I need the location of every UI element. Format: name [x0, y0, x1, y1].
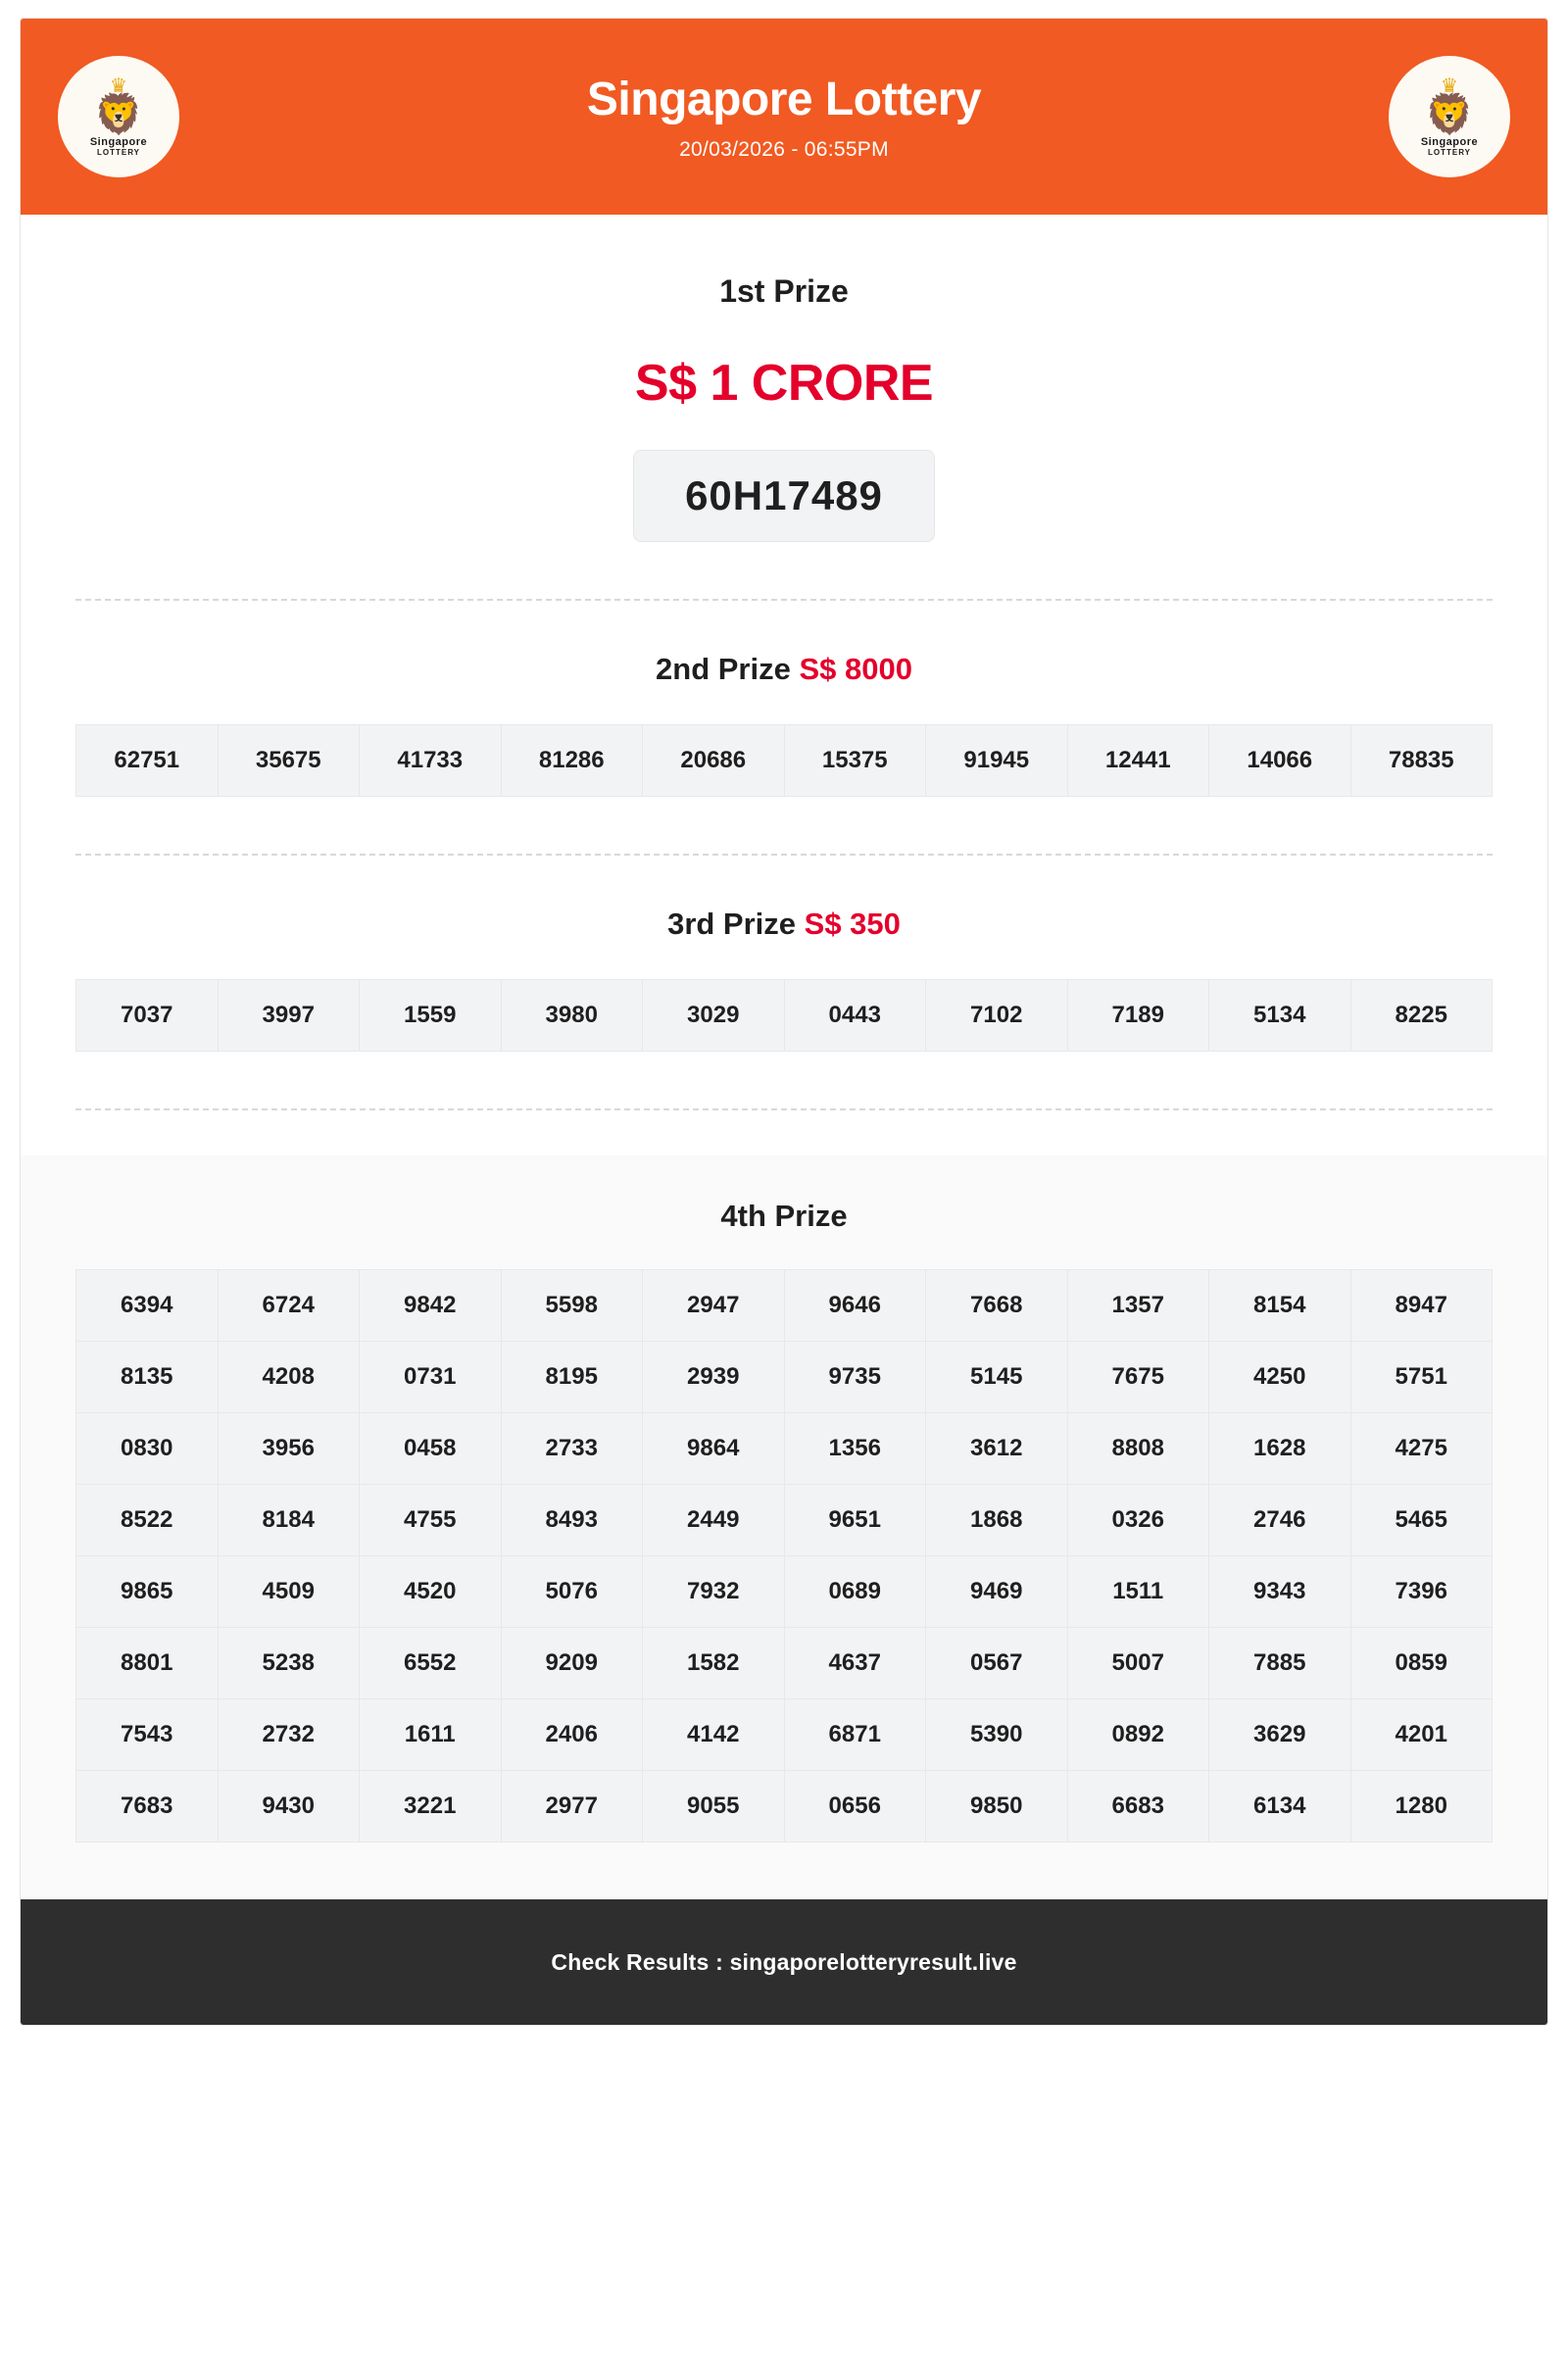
divider [75, 1108, 1493, 1110]
prize-number-cell: 35675 [219, 725, 361, 797]
prize-number-cell: 0892 [1068, 1699, 1210, 1771]
second-prize-title: 2nd Prize [656, 652, 800, 686]
prize-number-cell: 0731 [360, 1342, 502, 1413]
second-prize-heading [75, 652, 1493, 687]
prize-number-cell: 8135 [76, 1342, 219, 1413]
lion-icon: 🦁 [1425, 92, 1474, 136]
first-prize-number: 60H17489 [633, 450, 935, 542]
prize-number-cell: 3221 [360, 1771, 502, 1843]
prize-number-cell: 1280 [1351, 1771, 1494, 1843]
prize-number-cell: 9864 [643, 1413, 785, 1485]
prize-number-cell: 12441 [1068, 725, 1210, 797]
prize-number-cell: 5390 [926, 1699, 1068, 1771]
draw-date: 20/03/2026 - 06:55PM [679, 138, 889, 161]
prize-number-cell: 4637 [785, 1628, 927, 1699]
prize-number-cell: 2449 [643, 1485, 785, 1556]
lion-icon: 🦁 [94, 92, 143, 136]
prize-number-cell: 81286 [502, 725, 644, 797]
prize-number-cell: 5007 [1068, 1628, 1210, 1699]
prize-number-cell: 8195 [502, 1342, 644, 1413]
prize-number-cell: 4520 [360, 1556, 502, 1628]
prize-number-cell: 9735 [785, 1342, 927, 1413]
prize-number-cell: 6134 [1209, 1771, 1351, 1843]
third-prize-section [21, 907, 1547, 1052]
prize-number-cell: 3629 [1209, 1699, 1351, 1771]
prize-number-cell: 9865 [76, 1556, 219, 1628]
prize-number-cell: 9343 [1209, 1556, 1351, 1628]
prize-number-cell: 1628 [1209, 1413, 1351, 1485]
prize-number-cell: 6871 [785, 1699, 927, 1771]
prize-number-cell: 7675 [1068, 1342, 1210, 1413]
prize-number-cell: 8801 [76, 1628, 219, 1699]
header-center [179, 72, 1389, 162]
logo-left [58, 56, 179, 177]
second-prize-amount: S$ 8000 [799, 652, 912, 686]
prize-number-cell: 4208 [219, 1342, 361, 1413]
page-title: Singapore Lottery [586, 74, 982, 125]
prize-number-cell: 5076 [502, 1556, 644, 1628]
prize-number-cell: 3956 [219, 1413, 361, 1485]
prize-number-cell: 0326 [1068, 1485, 1210, 1556]
prize-number-cell: 91945 [926, 725, 1068, 797]
prize-number-cell: 3997 [219, 980, 361, 1052]
prize-number-cell: 8154 [1209, 1270, 1351, 1342]
prize-number-cell: 0656 [785, 1771, 927, 1843]
third-prize-title: 3rd Prize [667, 907, 805, 941]
fourth-prize-section [21, 1155, 1547, 1899]
prize-number-cell: 8493 [502, 1485, 644, 1556]
prize-number-cell: 8225 [1351, 980, 1494, 1052]
prize-number-cell: 1611 [360, 1699, 502, 1771]
prize-number-cell: 8522 [76, 1485, 219, 1556]
logo-right [1389, 56, 1510, 177]
prize-number-cell: 20686 [643, 725, 785, 797]
prize-number-cell: 9850 [926, 1771, 1068, 1843]
prize-number-cell: 41733 [360, 725, 502, 797]
prize-number-cell: 6724 [219, 1270, 361, 1342]
third-prize-grid [75, 979, 1493, 1052]
prize-number-cell: 5134 [1209, 980, 1351, 1052]
result-card [20, 18, 1548, 2026]
prize-number-cell: 2746 [1209, 1485, 1351, 1556]
prize-number-cell: 2406 [502, 1699, 644, 1771]
third-prize-heading [75, 907, 1493, 942]
prize-number-cell: 78835 [1351, 725, 1494, 797]
second-prize-grid [75, 724, 1493, 797]
prize-number-cell: 7885 [1209, 1628, 1351, 1699]
prize-number-cell: 7396 [1351, 1556, 1494, 1628]
prize-number-cell: 0458 [360, 1413, 502, 1485]
results-body [21, 215, 1547, 1899]
prize-number-cell: 8808 [1068, 1413, 1210, 1485]
prize-number-cell: 0689 [785, 1556, 927, 1628]
prize-number-cell: 2977 [502, 1771, 644, 1843]
logo-right-name: Singapore [1420, 135, 1479, 148]
prize-number-cell: 3980 [502, 980, 644, 1052]
prize-number-cell: 0443 [785, 980, 927, 1052]
prize-number-cell: 9842 [360, 1270, 502, 1342]
prize-number-cell: 8947 [1351, 1270, 1494, 1342]
prize-number-cell: 4755 [360, 1485, 502, 1556]
footer-link-text[interactable]: Check Results : singaporelotteryresult.live [551, 1948, 1017, 1975]
prize-number-cell: 5238 [219, 1628, 361, 1699]
prize-number-cell: 8184 [219, 1485, 361, 1556]
prize-number-cell: 62751 [76, 725, 219, 797]
third-prize-amount: S$ 350 [804, 907, 901, 941]
prize-number-cell: 0859 [1351, 1628, 1494, 1699]
prize-number-cell: 6394 [76, 1270, 219, 1342]
prize-number-cell: 3612 [926, 1413, 1068, 1485]
prize-number-cell: 9055 [643, 1771, 785, 1843]
logo-left-sub: LOTTERY [96, 147, 141, 157]
prize-number-cell: 7189 [1068, 980, 1210, 1052]
prize-number-cell: 1357 [1068, 1270, 1210, 1342]
second-prize-section [21, 652, 1547, 797]
prize-number-cell: 1356 [785, 1413, 927, 1485]
fourth-prize-title: 4th Prize [720, 1199, 848, 1233]
prize-number-cell: 5145 [926, 1342, 1068, 1413]
prize-number-cell: 2733 [502, 1413, 644, 1485]
prize-number-cell: 5598 [502, 1270, 644, 1342]
prize-number-cell: 9651 [785, 1485, 927, 1556]
fourth-prize-grid [75, 1269, 1493, 1843]
prize-number-cell: 0830 [76, 1413, 219, 1485]
first-prize-amount: S$ 1 CRORE [634, 355, 934, 412]
prize-number-cell: 1582 [643, 1628, 785, 1699]
prize-number-cell: 15375 [785, 725, 927, 797]
prize-number-cell: 5751 [1351, 1342, 1494, 1413]
prize-number-cell: 6552 [360, 1628, 502, 1699]
crown-icon: ♛ [1441, 74, 1458, 97]
first-prize-section [21, 215, 1547, 542]
logo-left-name: Singapore [89, 135, 148, 148]
prize-number-cell: 1868 [926, 1485, 1068, 1556]
prize-number-cell: 14066 [1209, 725, 1351, 797]
prize-number-cell: 4201 [1351, 1699, 1494, 1771]
prize-number-cell: 9209 [502, 1628, 644, 1699]
prize-number-cell: 7683 [76, 1771, 219, 1843]
prize-number-cell: 4250 [1209, 1342, 1351, 1413]
prize-number-cell: 7668 [926, 1270, 1068, 1342]
prize-number-cell: 0567 [926, 1628, 1068, 1699]
prize-number-cell: 2732 [219, 1699, 361, 1771]
prize-number-cell: 2939 [643, 1342, 785, 1413]
prize-number-cell: 7037 [76, 980, 219, 1052]
prize-number-cell: 7543 [76, 1699, 219, 1771]
divider [75, 599, 1493, 601]
prize-number-cell: 9430 [219, 1771, 361, 1843]
prize-number-cell: 6683 [1068, 1771, 1210, 1843]
prize-number-cell: 4509 [219, 1556, 361, 1628]
prize-number-cell: 9646 [785, 1270, 927, 1342]
prize-number-cell: 1511 [1068, 1556, 1210, 1628]
prize-number-cell: 4142 [643, 1699, 785, 1771]
logo-right-sub: LOTTERY [1427, 147, 1472, 157]
crown-icon: ♛ [110, 74, 127, 97]
prize-number-cell: 4275 [1351, 1413, 1494, 1485]
prize-number-cell: 7102 [926, 980, 1068, 1052]
prize-number-cell: 9469 [926, 1556, 1068, 1628]
first-prize-title: 1st Prize [719, 273, 849, 309]
prize-number-cell: 7932 [643, 1556, 785, 1628]
prize-number-cell: 3029 [643, 980, 785, 1052]
divider [75, 854, 1493, 856]
page-header [21, 19, 1547, 215]
prize-number-cell: 2947 [643, 1270, 785, 1342]
page-footer [21, 1899, 1547, 2025]
prize-number-cell: 5465 [1351, 1485, 1494, 1556]
prize-number-cell: 1559 [360, 980, 502, 1052]
